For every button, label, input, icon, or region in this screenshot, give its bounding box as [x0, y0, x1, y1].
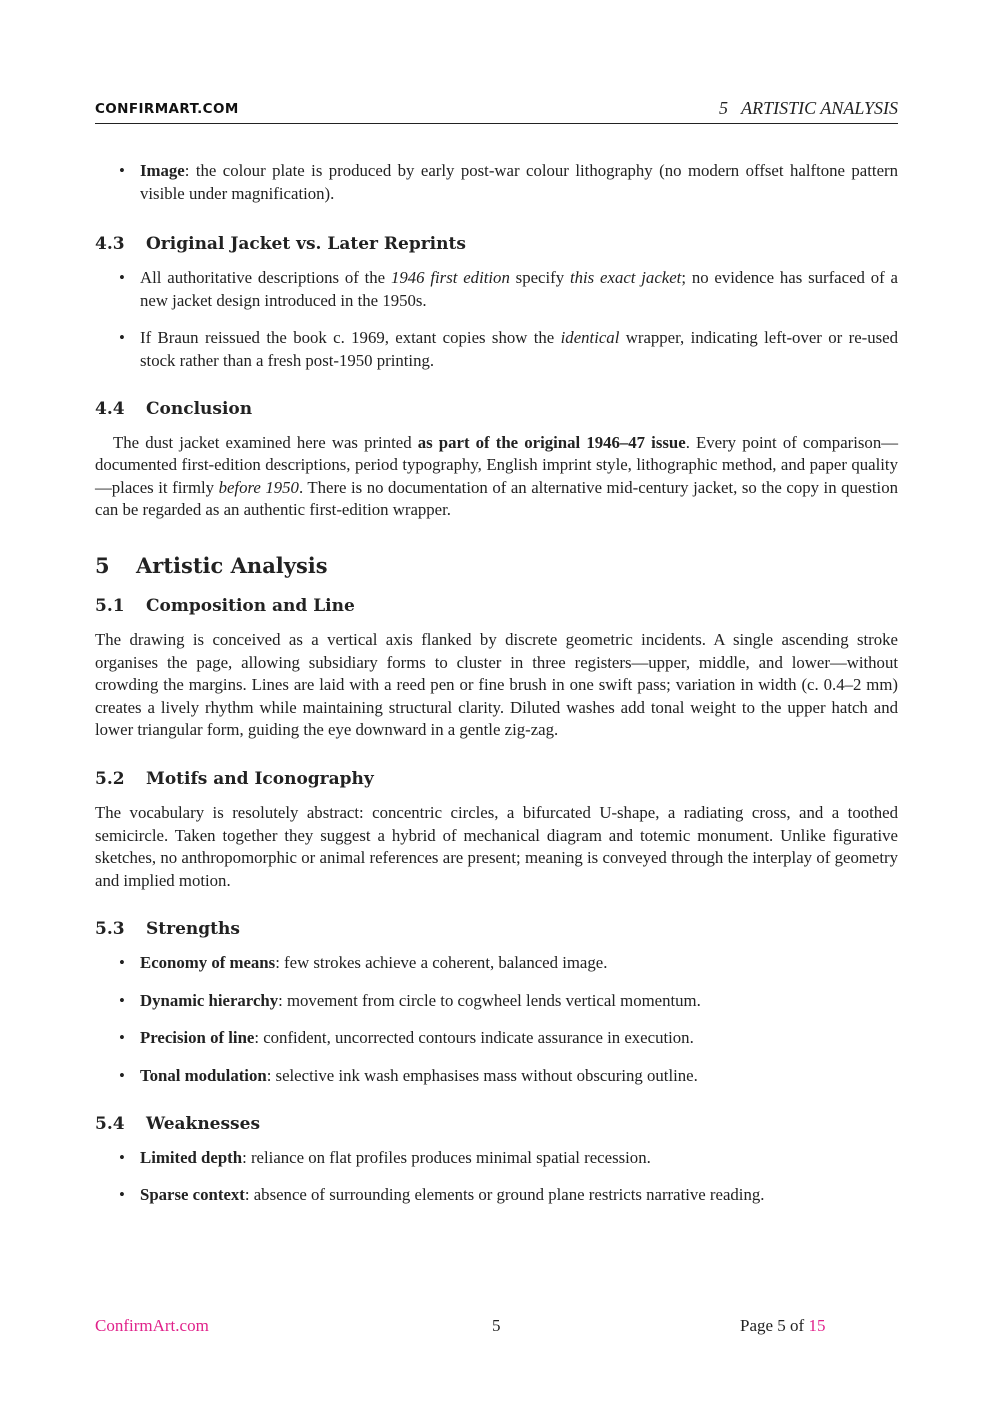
item-text: If Braun reissued the book c. 1969, extant copies show the — [140, 328, 561, 348]
section-heading-4-3 — [95, 232, 898, 256]
page-count-label: Page 5 of — [740, 1316, 809, 1335]
section-title: Artistic Analysis — [136, 552, 328, 578]
running-head: 5 ARTISTIC ANALYSIS — [718, 98, 898, 118]
paragraph-bold: as part of the original 1946–47 issue — [417, 432, 686, 452]
page-total-link[interactable]: 15 — [808, 1316, 826, 1335]
section-heading-5-4 — [95, 1112, 898, 1136]
list-item — [95, 267, 898, 312]
item-text: : selective ink wash emphasises mass without obscuring outline. — [266, 1066, 698, 1086]
section-number: 5.3 — [95, 919, 125, 940]
section-number: 5.1 — [95, 595, 125, 616]
section-number: 5 — [95, 552, 110, 578]
section-title: Conclusion — [146, 398, 253, 419]
footer-page-count — [740, 1316, 825, 1336]
list-item — [95, 1065, 898, 1088]
motifs-paragraph: The vocabulary is resolutely abstract: concentric circles, a bifurcated U-shape, a radiating cross, and a toothed semicircle. Taken together they suggest a hybrid of mechanical diagram and totemic monument. Unlike figurative sketches, no anthropomorphic or animal references are present; meaning is conveyed through the interplay of geometry and implied motion. — [95, 802, 898, 890]
item-emphasis: identical — [560, 328, 620, 348]
item-term: Sparse context — [140, 1185, 245, 1205]
section-title: Composition and Line — [146, 595, 355, 616]
section-number: 4.4 — [95, 398, 125, 419]
paragraph-text: . There is no documentation of an alternative mid-century jacket, so the copy in question can be regarded as an authentic first-edition wrapper. — [95, 477, 898, 520]
list-item — [95, 1027, 898, 1050]
section-number: 5.4 — [95, 1113, 125, 1134]
intro-list — [95, 160, 898, 205]
item-text: : absence of surrounding elements or ground plane restricts narrative reading. — [244, 1185, 765, 1205]
item-term: Limited depth — [140, 1147, 243, 1167]
section-title: Strengths — [146, 919, 240, 940]
item-text: : few strokes achieve a coherent, balanced image. — [275, 953, 608, 973]
item-text: wrapper, indicating left-over or re-used stock rather than a fresh post-1950 printing. — [140, 328, 898, 370]
item-text: : the colour plate is produced by early post-war colour lithography (no modern offset halftone pattern visible under magnification). — [140, 161, 898, 203]
list-item — [95, 160, 898, 205]
page-header — [95, 98, 898, 124]
item-emphasis: this exact jacket — [569, 268, 682, 288]
section-number: 4.3 — [95, 234, 125, 255]
section-heading-5-3 — [95, 917, 898, 941]
section-heading-5-1 — [95, 594, 898, 618]
footer-page-number: 5 — [492, 1316, 501, 1335]
footer-site-link[interactable]: ConfirmArt.com — [95, 1316, 209, 1335]
list-item — [95, 990, 898, 1013]
page-content — [95, 160, 898, 1207]
conclusion-paragraph — [95, 432, 898, 522]
item-text: : movement from circle to cogwheel lends vertical momentum. — [278, 990, 701, 1010]
weaknesses-list — [95, 1147, 898, 1207]
section-heading-5-2 — [95, 767, 898, 791]
item-term: Image — [140, 161, 185, 180]
list-item — [95, 952, 898, 975]
composition-paragraph: The drawing is conceived as a vertical axis flanked by discrete geometric incidents. A single ascending stroke organises the page, allowing subsidiary forms to cluster in three registers—upper, middle, and lower—without crowding the margins. Lines are laid with a reed pen or fine brush in one swift pass; variation in width (c. 0.4–2 mm) creates a lively rhythm while maintaining structural clarity. Diluted washes add tonal weight to the upper hatch and lower triangular form, guiding the eye downward in a gentle zig-zag. — [95, 629, 898, 740]
section-title: Weaknesses — [146, 1113, 261, 1134]
list-item — [95, 1184, 898, 1207]
item-text: : confident, uncorrected contours indicate assurance in execution. — [254, 1028, 694, 1048]
item-text: All authoritative descriptions of the — [140, 268, 391, 288]
section-title: Original Jacket vs. Later Reprints — [146, 234, 466, 255]
section-heading-5 — [95, 552, 898, 580]
list-item — [95, 1147, 898, 1170]
item-term: Economy of means — [140, 953, 276, 973]
section-heading-4-4 — [95, 397, 898, 421]
page-footer — [95, 1316, 898, 1338]
paragraph-text: The dust jacket examined here was printed — [113, 432, 418, 452]
confirmart-logo: CONFIRMART.COM — [95, 101, 239, 117]
item-term: Precision of line — [140, 1028, 255, 1048]
item-term: Dynamic hierarchy — [140, 990, 279, 1010]
list-item — [95, 327, 898, 372]
item-emphasis: 1946 first edition — [390, 268, 510, 288]
jacket-list — [95, 267, 898, 372]
paragraph-text: . Every point of comparison—documented first-edition descriptions, period typography, English imprint style, lithographic method, and paper quality—places it firmly — [95, 432, 898, 497]
item-text: : reliance on flat profiles produces minimal spatial recession. — [242, 1147, 651, 1167]
item-text: specify — [509, 268, 570, 288]
section-number: 5.2 — [95, 768, 125, 789]
strengths-list — [95, 952, 898, 1087]
paragraph-emphasis: before 1950 — [218, 477, 299, 497]
item-text: ; no evidence has surfaced of a new jacket design introduced in the 1950s. — [140, 268, 898, 310]
item-term: Tonal modulation — [140, 1066, 267, 1086]
section-title: Motifs and Iconography — [146, 768, 374, 789]
